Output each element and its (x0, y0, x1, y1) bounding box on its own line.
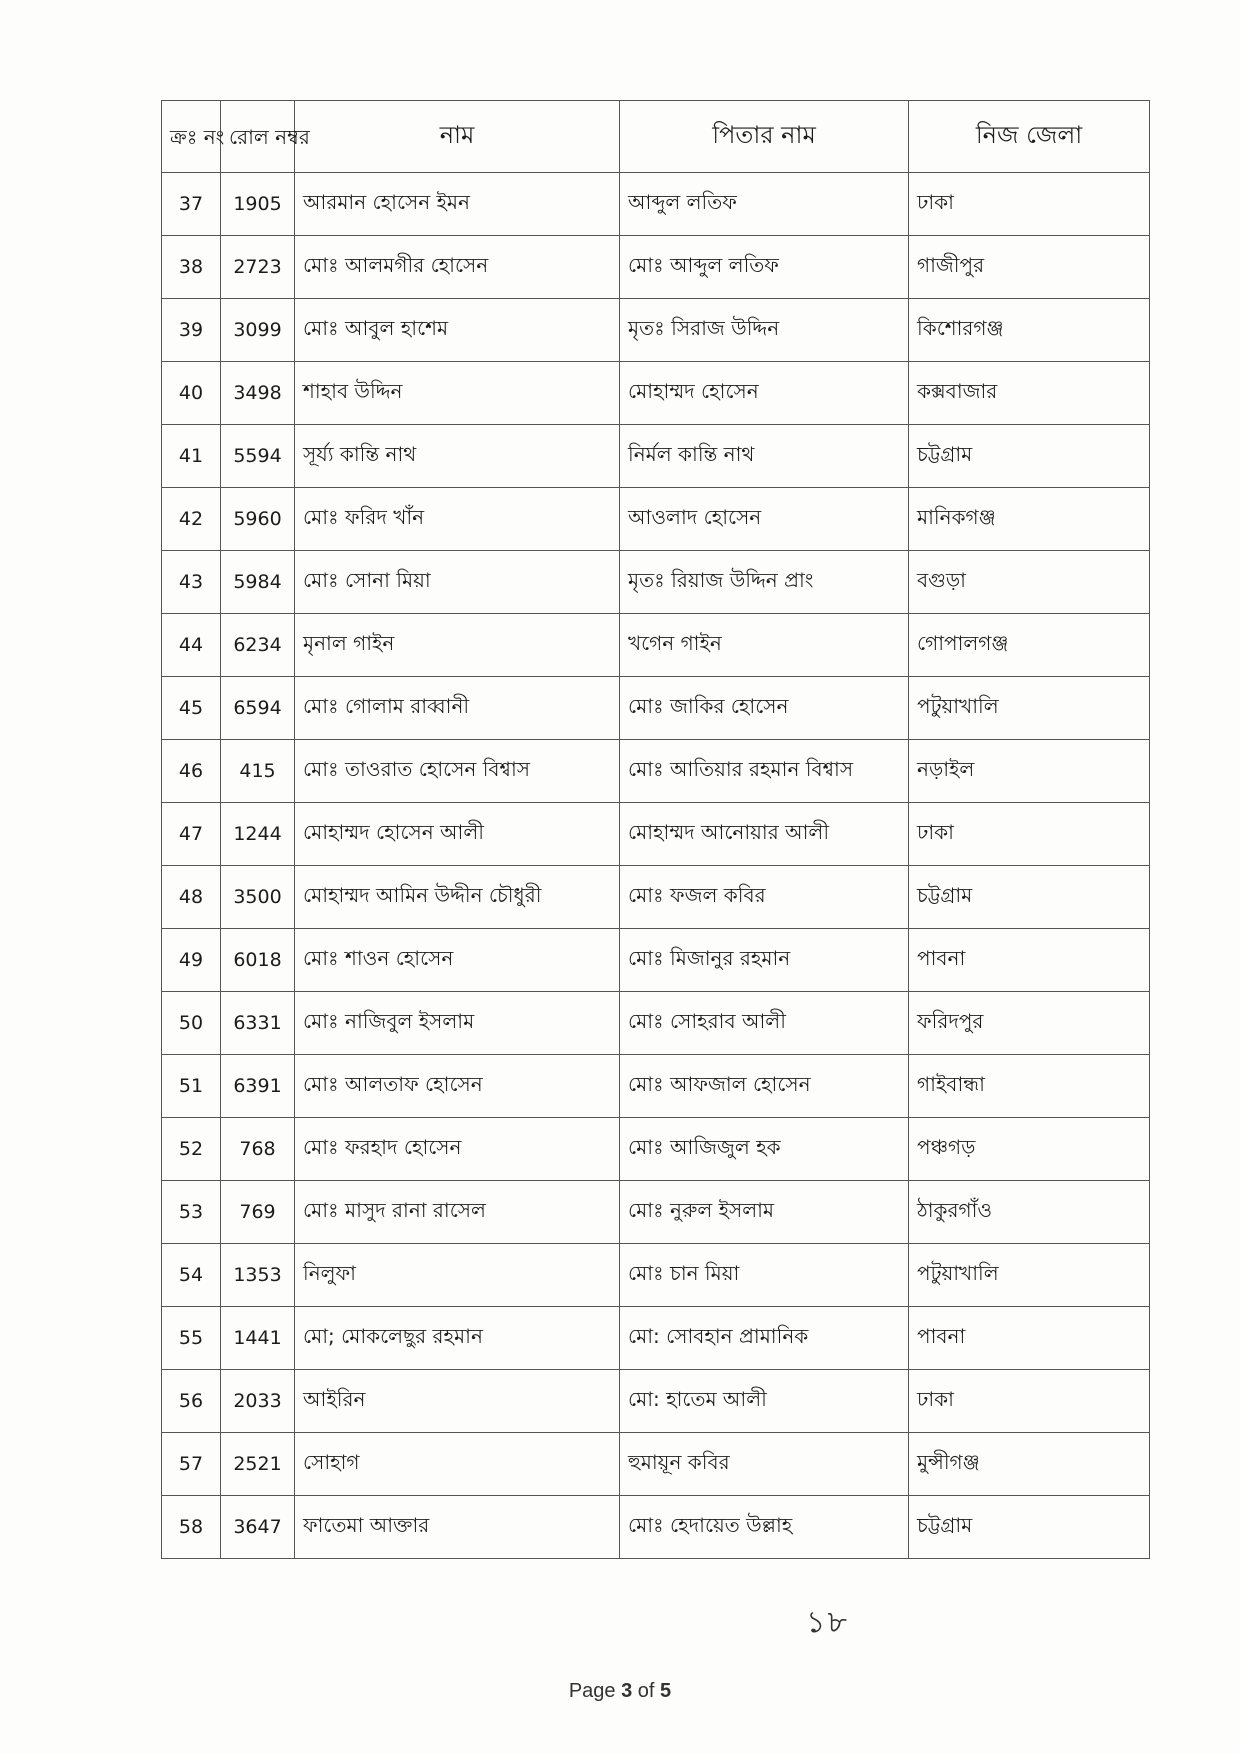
cell-district: নড়াইল (909, 740, 1150, 803)
cell-name: মোঃ নাজিবুল ইসলাম (295, 992, 620, 1055)
cell-father-name: মোহাম্মদ আনোয়ার আলী (620, 803, 909, 866)
header-district: নিজ জেলা (909, 101, 1150, 173)
cell-name: মোঃ আলমগীর হোসেন (295, 236, 620, 299)
table-row (162, 1055, 1150, 1118)
cell-father-name: মোঃ ফজল কবির (620, 866, 909, 929)
cell-district: ফরিদপুর (909, 992, 1150, 1055)
cell-roll: 1441 (221, 1307, 295, 1370)
cell-name: মো; মোকলেছুর রহমান (295, 1307, 620, 1370)
cell-serial: 49 (162, 929, 221, 992)
cell-father-name: মোঃ চান মিয়া (620, 1244, 909, 1307)
cell-serial: 58 (162, 1496, 221, 1559)
cell-district: গাইবান্ধা (909, 1055, 1150, 1118)
cell-name: মোহাম্মদ আমিন উদ্দীন চৌধুরী (295, 866, 620, 929)
cell-serial: 41 (162, 425, 221, 488)
table-row (162, 866, 1150, 929)
cell-name: সোহাগ (295, 1433, 620, 1496)
cell-name: মোঃ ফরিদ খাঁন (295, 488, 620, 551)
cell-father-name: হুমায়ূন কবির (620, 1433, 909, 1496)
cell-father-name: মোঃ হেদায়েত উল্লাহ (620, 1496, 909, 1559)
cell-roll: 6391 (221, 1055, 295, 1118)
cell-roll: 2723 (221, 236, 295, 299)
cell-roll: 6331 (221, 992, 295, 1055)
footer-middle: of (632, 1680, 661, 1702)
cell-name: মোঃ সোনা মিয়া (295, 551, 620, 614)
cell-father-name: মৃতঃ সিরাজ উদ্দিন (620, 299, 909, 362)
cell-father-name: আওলাদ হোসেন (620, 488, 909, 551)
cell-father-name: মোঃ নুরুল ইসলাম (620, 1181, 909, 1244)
table-row (162, 740, 1150, 803)
cell-father-name: খগেন গাইন (620, 614, 909, 677)
cell-serial: 52 (162, 1118, 221, 1181)
cell-father-name: মৃতঃ রিয়াজ উদ্দিন প্রাং (620, 551, 909, 614)
cell-roll: 3500 (221, 866, 295, 929)
cell-roll: 3647 (221, 1496, 295, 1559)
cell-roll: 769 (221, 1181, 295, 1244)
table-row (162, 488, 1150, 551)
cell-serial: 50 (162, 992, 221, 1055)
cell-district: পাবনা (909, 1307, 1150, 1370)
table-row (162, 551, 1150, 614)
cell-roll: 6234 (221, 614, 295, 677)
cell-district: ঢাকা (909, 173, 1150, 236)
table-row (162, 425, 1150, 488)
cell-serial: 39 (162, 299, 221, 362)
cell-district: কক্সবাজার (909, 362, 1150, 425)
cell-roll: 2521 (221, 1433, 295, 1496)
footer-total-pages: 5 (660, 1680, 672, 1702)
table-row (162, 1433, 1150, 1496)
table-row (162, 1307, 1150, 1370)
cell-name: মোঃ গোলাম রাব্বানী (295, 677, 620, 740)
cell-serial: 46 (162, 740, 221, 803)
cell-name: মৃনাল গাইন (295, 614, 620, 677)
cell-serial: 44 (162, 614, 221, 677)
cell-serial: 47 (162, 803, 221, 866)
cell-district: পটুয়াখালি (909, 1244, 1150, 1307)
cell-roll: 2033 (221, 1370, 295, 1433)
cell-name: ফাতেমা আক্তার (295, 1496, 620, 1559)
table-row (162, 677, 1150, 740)
cell-serial: 56 (162, 1370, 221, 1433)
cell-father-name: মোঃ আজিজুল হক (620, 1118, 909, 1181)
table-row (162, 1370, 1150, 1433)
cell-district: বগুড়া (909, 551, 1150, 614)
cell-serial: 48 (162, 866, 221, 929)
table-row (162, 614, 1150, 677)
table-row (162, 929, 1150, 992)
table-row (162, 1496, 1150, 1559)
cell-name: মোঃ ফরহাদ হোসেন (295, 1118, 620, 1181)
page-footer (0, 1680, 1240, 1703)
cell-serial: 54 (162, 1244, 221, 1307)
table-row (162, 173, 1150, 236)
cell-serial: 45 (162, 677, 221, 740)
cell-father-name: মোঃ আতিয়ার রহমান বিশ্বাস (620, 740, 909, 803)
cell-father-name: মোঃ জাকির হোসেন (620, 677, 909, 740)
cell-father-name: মোঃ আব্দুল লতিফ (620, 236, 909, 299)
cell-serial: 53 (162, 1181, 221, 1244)
cell-district: পাবনা (909, 929, 1150, 992)
cell-serial: 40 (162, 362, 221, 425)
cell-district: ঢাকা (909, 803, 1150, 866)
cell-roll: 5960 (221, 488, 295, 551)
header-father-name: পিতার নাম (620, 101, 909, 173)
cell-district: গোপালগঞ্জ (909, 614, 1150, 677)
cell-father-name: নির্মল কান্তি নাথ (620, 425, 909, 488)
table-row (162, 992, 1150, 1055)
table-row (162, 362, 1150, 425)
cell-district: গাজীপুর (909, 236, 1150, 299)
footer-current-page: 3 (621, 1680, 633, 1702)
cell-father-name: মোহাম্মদ হোসেন (620, 362, 909, 425)
cell-name: আরমান হোসেন ইমন (295, 173, 620, 236)
candidate-table (161, 100, 1150, 1559)
cell-roll: 6018 (221, 929, 295, 992)
cell-father-name: মোঃ আফজাল হোসেন (620, 1055, 909, 1118)
cell-name: মোঃ আলতাফ হোসেন (295, 1055, 620, 1118)
cell-district: পঞ্চগড় (909, 1118, 1150, 1181)
cell-name: মোঃ আবুল হাশেম (295, 299, 620, 362)
cell-roll: 768 (221, 1118, 295, 1181)
cell-father-name: মো: হাতেম আলী (620, 1370, 909, 1433)
cell-roll: 1244 (221, 803, 295, 866)
cell-name: মোহাম্মদ হোসেন আলী (295, 803, 620, 866)
cell-name: আইরিন (295, 1370, 620, 1433)
cell-serial: 42 (162, 488, 221, 551)
header-serial: ক্রঃ নং (162, 101, 221, 173)
cell-name: শাহাব উদ্দিন (295, 362, 620, 425)
cell-district: ঢাকা (909, 1370, 1150, 1433)
cell-roll: 1905 (221, 173, 295, 236)
cell-serial: 43 (162, 551, 221, 614)
cell-district: চট্টগ্রাম (909, 1496, 1150, 1559)
cell-roll: 1353 (221, 1244, 295, 1307)
cell-father-name: মোঃ মিজানুর রহমান (620, 929, 909, 992)
header-name: নাম (295, 101, 620, 173)
cell-roll: 3498 (221, 362, 295, 425)
cell-district: মানিকগঞ্জ (909, 488, 1150, 551)
cell-name: মোঃ শাওন হোসেন (295, 929, 620, 992)
cell-roll: 5594 (221, 425, 295, 488)
cell-district: মুন্সীগঞ্জ (909, 1433, 1150, 1496)
table-row (162, 236, 1150, 299)
cell-serial: 57 (162, 1433, 221, 1496)
cell-father-name: মোঃ সোহরাব আলী (620, 992, 909, 1055)
handwritten-page-mark: ১৮ (806, 1605, 849, 1640)
table-row (162, 1244, 1150, 1307)
cell-district: পটুয়াখালি (909, 677, 1150, 740)
cell-district: চট্টগ্রাম (909, 866, 1150, 929)
table-row (162, 299, 1150, 362)
cell-name: নিলুফা (295, 1244, 620, 1307)
cell-district: ঠাকুরগাঁও (909, 1181, 1150, 1244)
cell-district: চট্টগ্রাম (909, 425, 1150, 488)
cell-district: কিশোরগঞ্জ (909, 299, 1150, 362)
footer-prefix: Page (568, 1680, 622, 1702)
cell-roll: 5984 (221, 551, 295, 614)
cell-father-name: মো: সোবহান প্রামানিক (620, 1307, 909, 1370)
table-row (162, 1118, 1150, 1181)
cell-serial: 37 (162, 173, 221, 236)
cell-serial: 55 (162, 1307, 221, 1370)
cell-serial: 51 (162, 1055, 221, 1118)
table-row (162, 803, 1150, 866)
cell-roll: 3099 (221, 299, 295, 362)
cell-serial: 38 (162, 236, 221, 299)
cell-name: মোঃ তাওরাত হোসেন বিশ্বাস (295, 740, 620, 803)
cell-father-name: আব্দুল লতিফ (620, 173, 909, 236)
cell-name: সূর্য্য কান্তি নাথ (295, 425, 620, 488)
table-row (162, 1181, 1150, 1244)
header-roll: রোল নম্বর (221, 101, 295, 173)
cell-roll: 6594 (221, 677, 295, 740)
table-header-row (162, 101, 1150, 173)
cell-name: মোঃ মাসুদ রানা রাসেল (295, 1181, 620, 1244)
cell-roll: 415 (221, 740, 295, 803)
